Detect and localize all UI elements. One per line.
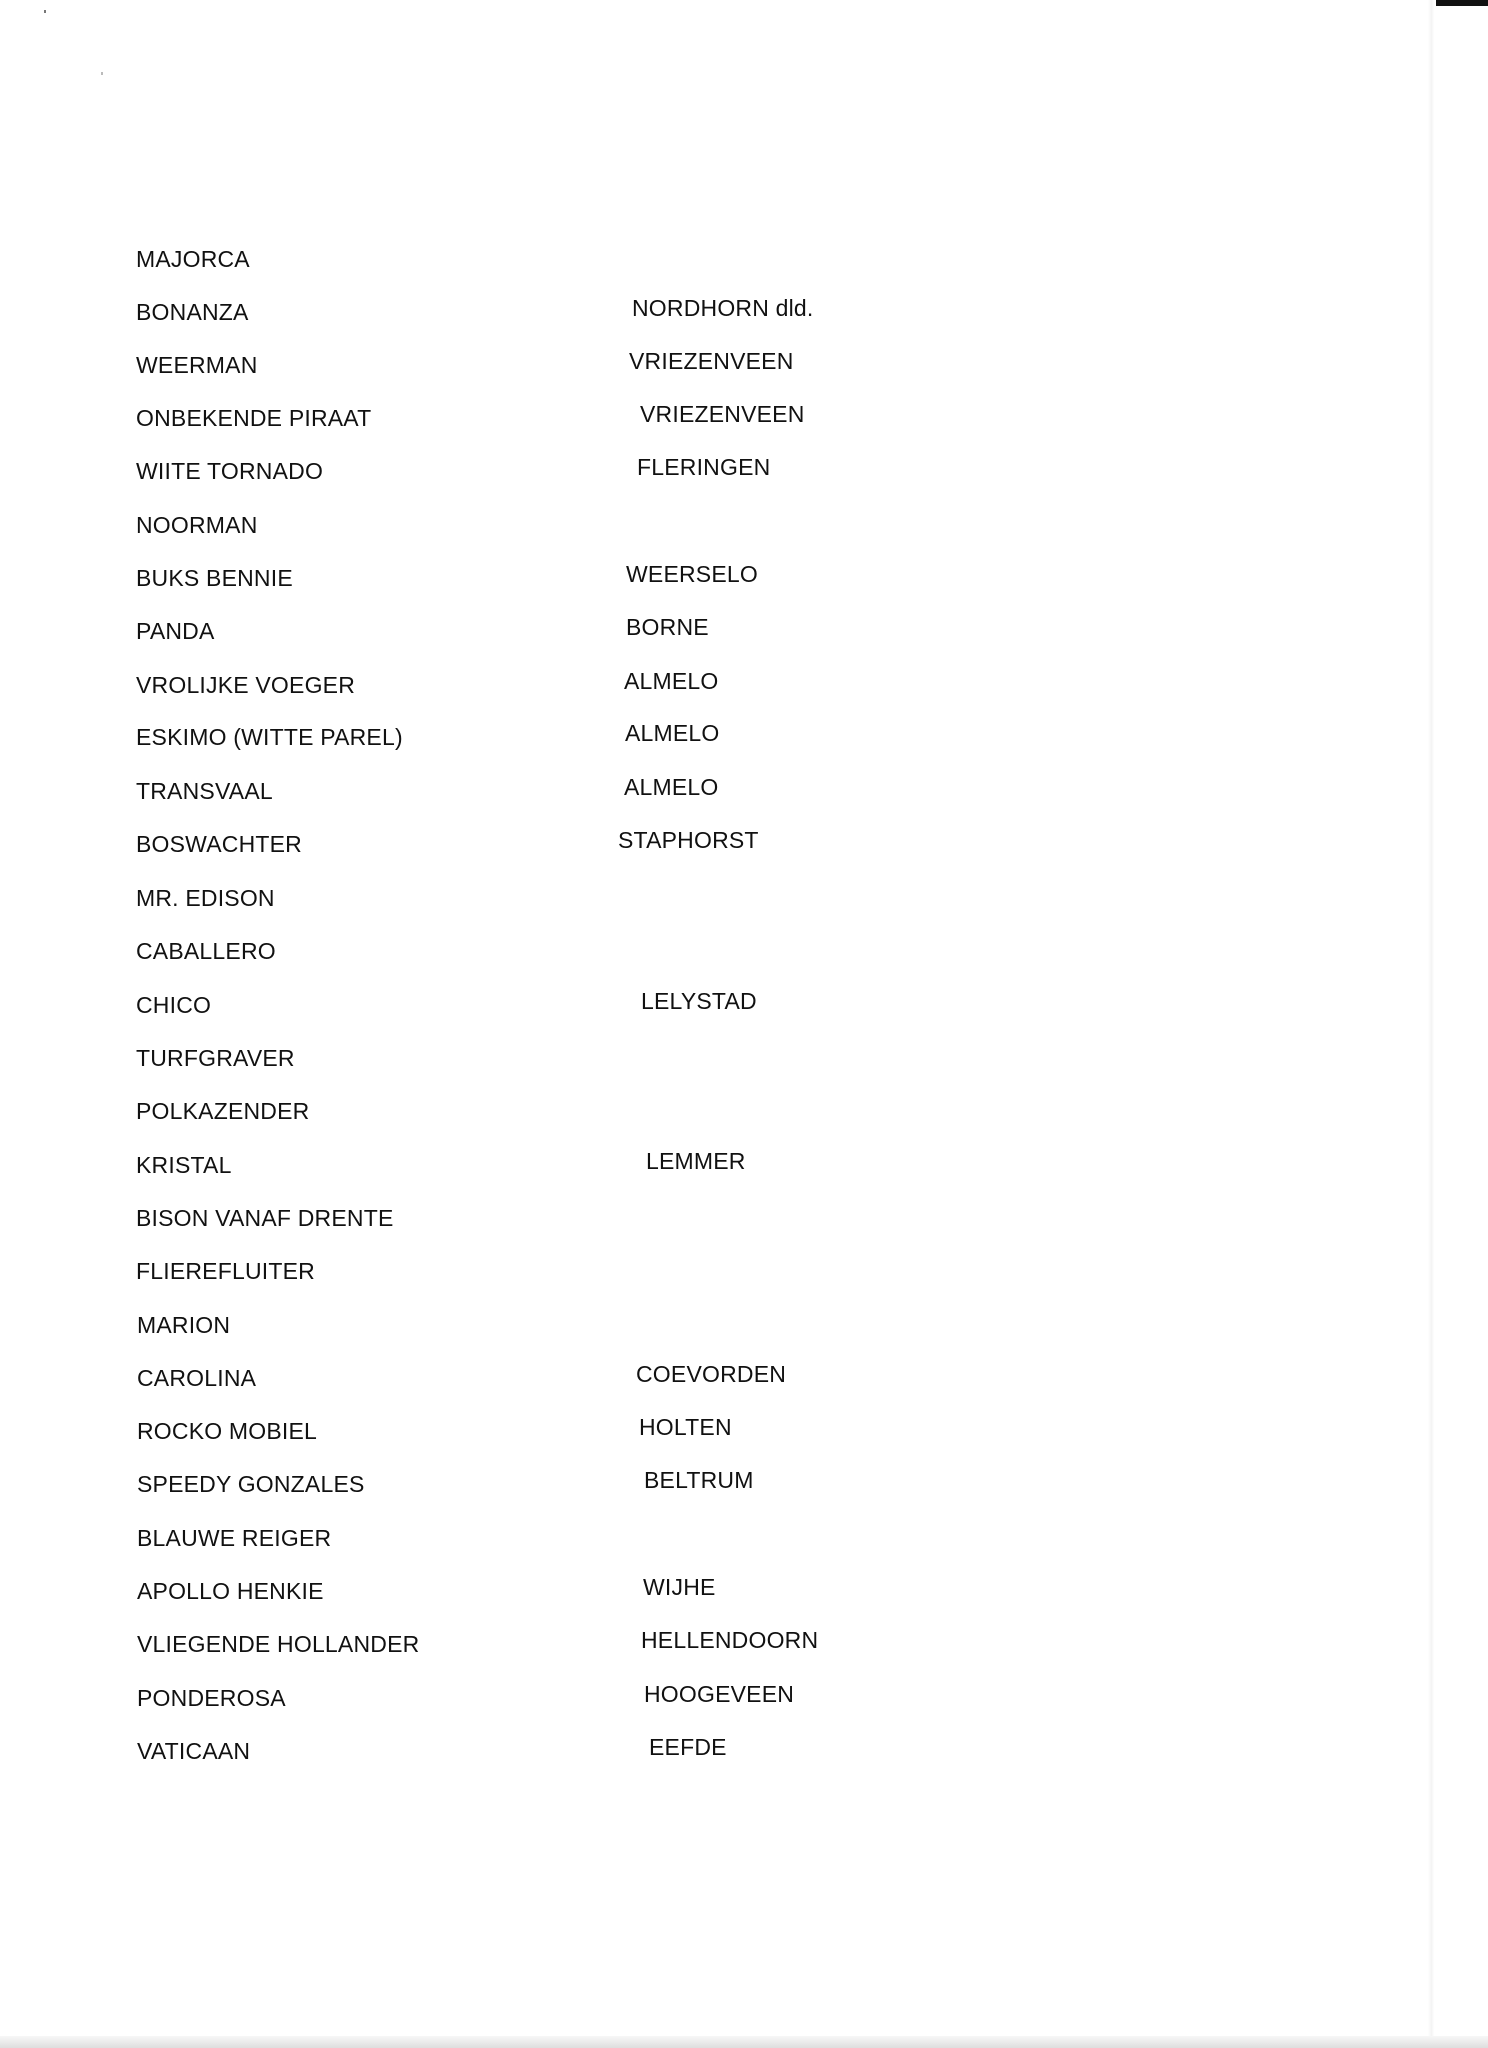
entry-place: ALMELO [624,774,719,800]
entry-place: BELTRUM [644,1467,754,1493]
entry-name: WIITE TORNADO [136,458,324,484]
entry-name: TRANSVAAL [136,778,273,804]
list-item [0,1311,1100,1351]
list-item [0,1361,1100,1404]
list-item [0,454,1100,497]
entry-name: TURFGRAVER [136,1045,295,1071]
entry-place: EEFDE [649,1734,727,1760]
entry-place: HOOGEVEEN [644,1681,795,1707]
list-item [0,720,1100,763]
entry-place: HOLTEN [639,1414,732,1440]
entry-name: BONANZA [136,299,249,325]
entry-name: BOSWACHTER [136,831,302,857]
entry-name: CAROLINA [137,1365,257,1391]
entry-name: CABALLERO [136,938,276,964]
list-item [0,988,1100,1031]
entry-name: KRISTAL [136,1152,232,1178]
list-item [0,1148,1100,1191]
list-item [0,511,1100,551]
entry-name: MARION [137,1312,231,1338]
entry-place: HELLENDOORN [641,1627,819,1653]
list-item [0,561,1100,604]
entry-place: FLERINGEN [637,454,771,480]
list-item [0,245,1100,285]
entry-name: BISON VANAF DRENTE [136,1205,394,1231]
entry-name: FLIEREFLUITER [136,1258,315,1284]
list-item [0,614,1100,657]
entry-name: CHICO [136,992,212,1018]
entry-name: WEERMAN [136,352,258,378]
list-item [0,1414,1100,1457]
list-item [0,295,1100,338]
entry-name: ONBEKENDE PIRAAT [136,405,372,431]
entry-name: BUKS BENNIE [136,565,293,591]
entry-name: PONDEROSA [137,1685,286,1711]
entry-place: STAPHORST [618,827,759,853]
list-item [0,1044,1100,1084]
entry-name: VROLIJKE VOEGER [136,672,356,698]
list-item [0,1257,1100,1297]
list-item [0,1734,1100,1777]
list-item [0,1524,1100,1564]
entry-name: VATICAAN [137,1738,251,1764]
entry-place: VRIEZENVEEN [629,348,794,374]
list-item [0,1574,1100,1617]
entry-place: ALMELO [624,668,719,694]
entry-place: BORNE [626,614,709,640]
entry-place: ALMELO [625,720,720,746]
entry-name: MR. EDISON [136,885,275,911]
entry-name: SPEEDY GONZALES [137,1471,365,1497]
entry-place: WIJHE [643,1574,716,1600]
entry-name: BLAUWE REIGER [137,1525,332,1551]
entry-name: ROCKO MOBIEL [137,1418,318,1444]
list-item [0,348,1100,391]
list-item [0,668,1100,711]
entry-name: APOLLO HENKIE [137,1578,324,1604]
entry-place: NORDHORN dld. [632,295,814,321]
entry-name: MAJORCA [136,246,250,272]
list-item [0,1204,1100,1244]
list-item [0,1467,1100,1510]
entry-name: PANDA [136,618,215,644]
entry-name: POLKAZENDER [136,1098,310,1124]
list-item [0,1681,1100,1724]
list-item [0,884,1100,924]
entry-place: VRIEZENVEEN [640,401,805,427]
entry-place: COEVORDEN [636,1361,787,1387]
entry-name: ESKIMO (WITTE PAREL) [136,724,403,750]
entry-place: LEMMER [646,1148,746,1174]
list-item [0,937,1100,977]
entry-name: NOORMAN [136,512,258,538]
list-item [0,1097,1100,1137]
list-item [0,827,1100,870]
list-item [0,401,1100,444]
entry-place: LELYSTAD [641,988,757,1014]
list-item [0,774,1100,817]
entry-place: WEERSELO [626,561,758,587]
list-item [0,1627,1100,1670]
entry-name: VLIEGENDE HOLLANDER [137,1631,420,1657]
